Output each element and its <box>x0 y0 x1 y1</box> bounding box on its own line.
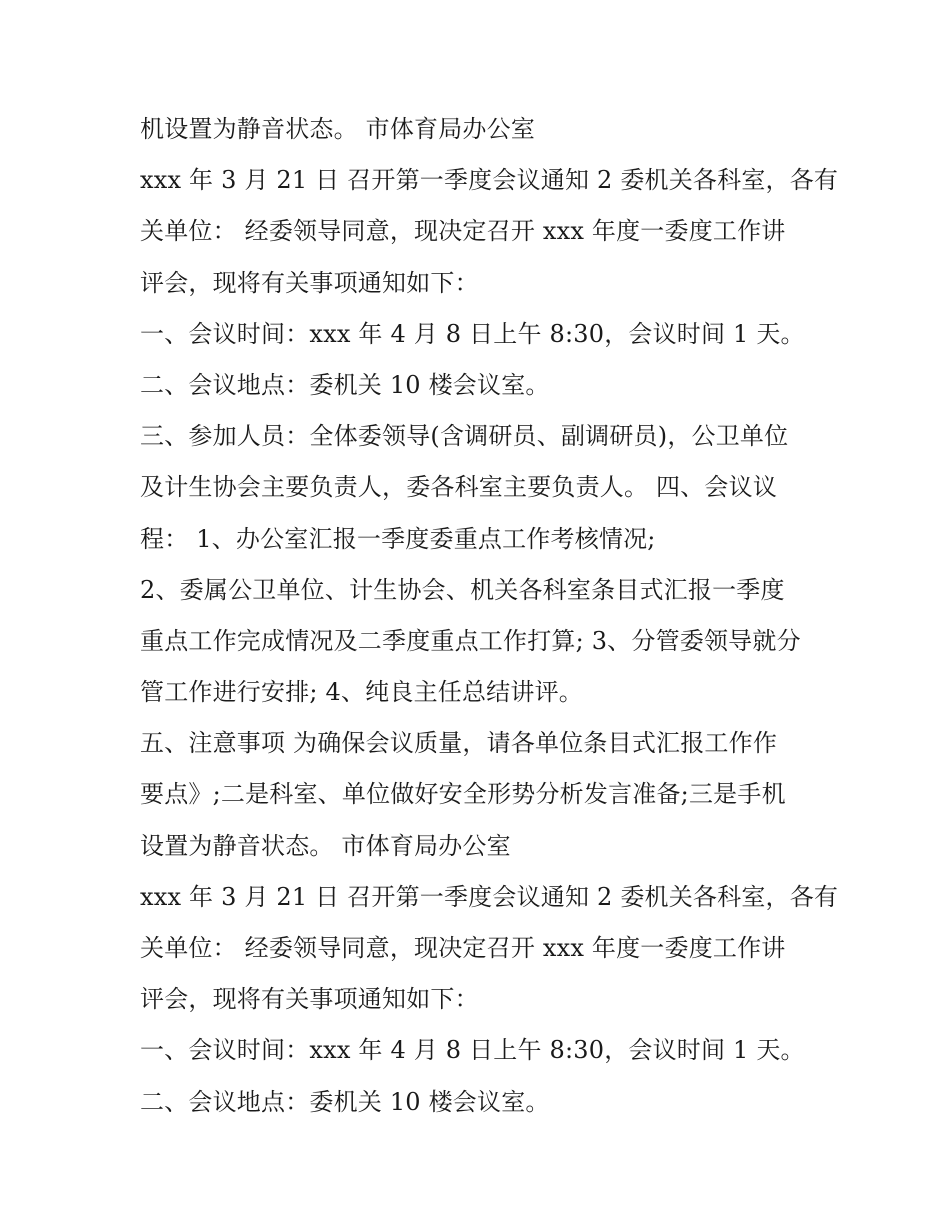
document-body <box>140 104 839 1128</box>
text-line: 管工作进行安排; 4、纯良主任总结讲评。 <box>140 678 583 707</box>
text-line: xxx 年 3 月 21 日 召开第一季度会议通知 2 委机关各科室，各有 <box>140 166 839 195</box>
text-line: 重点工作完成情况及二季度重点工作打算; 3、分管委领导就分 <box>140 626 801 655</box>
text-line: 评会，现将有关事项通知如下： <box>140 985 479 1014</box>
text-line: 关单位： 经委领导同意，现决定召开 xxx 年度一委度工作讲 <box>140 217 786 246</box>
text-line: 机设置为静音状态。 市体育局办公室 <box>140 115 536 143</box>
text-line: 及计生协会主要负责人，委各科室主要负责人。 四、会议议 <box>140 473 778 502</box>
text-line: 程： 1、办公室汇报一季度委重点工作考核情况; <box>140 524 656 553</box>
text-line: 关单位： 经委领导同意，现决定召开 xxx 年度一委度工作讲 <box>140 934 786 962</box>
text-line: xxx 年 3 月 21 日 召开第一季度会议通知 2 委机关各科室，各有 <box>140 882 839 911</box>
text-line: 五、注意事项 为确保会议质量，请各单位条目式汇报工作作 <box>140 729 778 758</box>
text-line: 三、参加人员：全体委领导(含调研员、副调研员)，公卫单位 <box>140 422 789 451</box>
text-line: 二、会议地点：委机关 10 楼会议室。 <box>140 1087 550 1116</box>
text-line: 一、会议时间：xxx 年 4 月 8 日上午 8:30，会议时间 1 天。 <box>140 319 805 348</box>
text-line: 2、委属公卫单位、计生协会、机关各科室条目式汇报一季度 <box>140 575 785 604</box>
text-line: 一、会议时间：xxx 年 4 月 8 日上午 8:30，会议时间 1 天。 <box>140 1036 805 1065</box>
text-line: 二、会议地点：委机关 10 楼会议室。 <box>140 370 550 399</box>
text-line: 设置为静音状态。 市体育局办公室 <box>140 831 511 860</box>
text-line: 要点》;二是科室、单位做好安全形势分析发言准备;三是手机 <box>140 780 786 809</box>
text-line: 评会，现将有关事项通知如下： <box>140 268 479 297</box>
